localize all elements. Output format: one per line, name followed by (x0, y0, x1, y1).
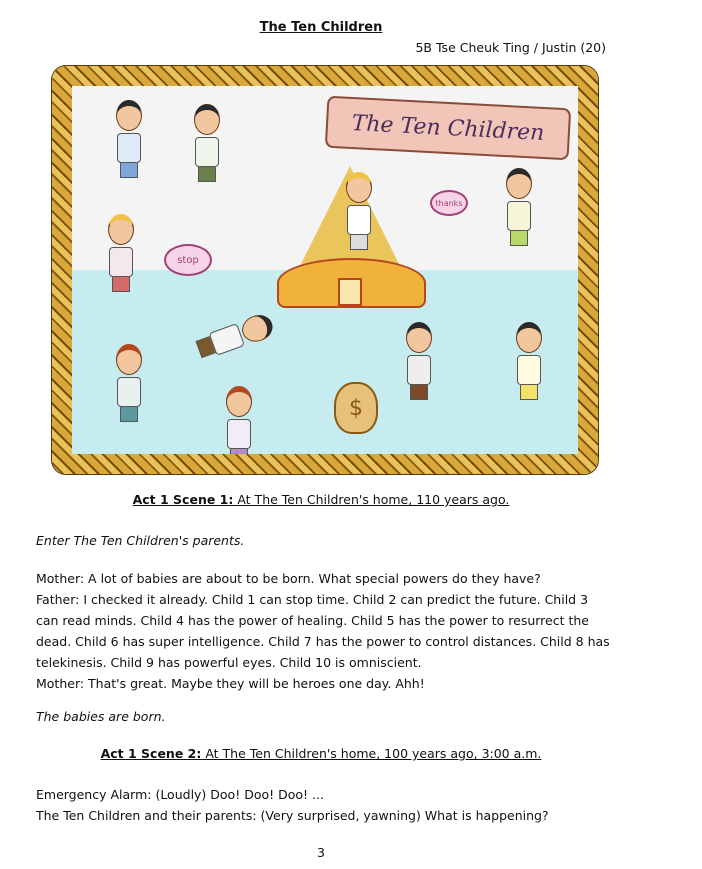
child-figure (190, 104, 224, 174)
dialogue-line: can read minds. Child 4 has the power of healing. Child 5 has the power to resurrect the (36, 613, 589, 628)
stage-direction: Enter The Ten Children's parents. (36, 533, 245, 548)
dialogue-line: Father: I checked it already. Child 1 can stop time. Child 2 can predict the future. Child 3 (36, 592, 589, 607)
illustration-frame (52, 66, 598, 474)
child-figure (112, 344, 146, 414)
child-figure (104, 214, 138, 284)
dialogue-line: The Ten Children and their parents: (Very surprised, yawning) What is happening? (36, 808, 549, 823)
page-number: 3 (317, 845, 325, 860)
stage-direction: The babies are born. (36, 709, 166, 724)
dialogue-line: telekinesis. Child 9 has powerful eyes. Child 10 is omniscient. (36, 655, 422, 670)
money-bag-icon (334, 382, 378, 434)
illustration-canvas (72, 86, 578, 454)
speech-bubble (164, 244, 212, 276)
illustration-banner (325, 96, 571, 161)
child-figure (112, 100, 146, 170)
child-figure (342, 172, 376, 242)
dialogue-line: Emergency Alarm: (Loudly) Doo! Doo! Doo! ... (36, 787, 324, 802)
document-title: The Ten Children (259, 20, 383, 35)
dialogue-line: Mother: That's great. Maybe they will be heroes one day. Ahh! (36, 676, 425, 691)
child-figure (200, 307, 277, 363)
child-figure (512, 322, 546, 392)
scene-2-label: Act 1 Scene 2: (100, 746, 202, 761)
scene-2-setting: At The Ten Children's home, 100 years ago, 3:00 a.m. (201, 746, 542, 761)
scene-1-label: Act 1 Scene 1: (132, 492, 234, 507)
child-figure (402, 322, 436, 392)
scene-1-heading (0, 492, 642, 507)
bubble-stop-text: stop (177, 254, 199, 266)
dialogue-block (36, 784, 676, 826)
banner-text: The Ten Children (351, 110, 545, 146)
hut-door (338, 278, 362, 306)
dialogue-block (36, 568, 676, 694)
bubble-thanks-text: thanks (435, 198, 463, 208)
dialogue-line: Mother: A lot of babies are about to be born. What special powers do they have? (36, 571, 541, 586)
child-figure (222, 386, 256, 454)
money-bag-symbol: $ (349, 395, 363, 421)
scene-1-setting: At The Ten Children's home, 110 years ago. (233, 492, 510, 507)
speech-bubble (430, 190, 468, 216)
dialogue-line: dead. Child 6 has super intelligence. Child 7 has the power to control distances. Child 8 has (36, 634, 610, 649)
child-figure (502, 168, 536, 238)
author-line: 5B Tse Cheuk Ting / Justin (20) (415, 40, 606, 55)
scene-2-heading (0, 746, 642, 761)
